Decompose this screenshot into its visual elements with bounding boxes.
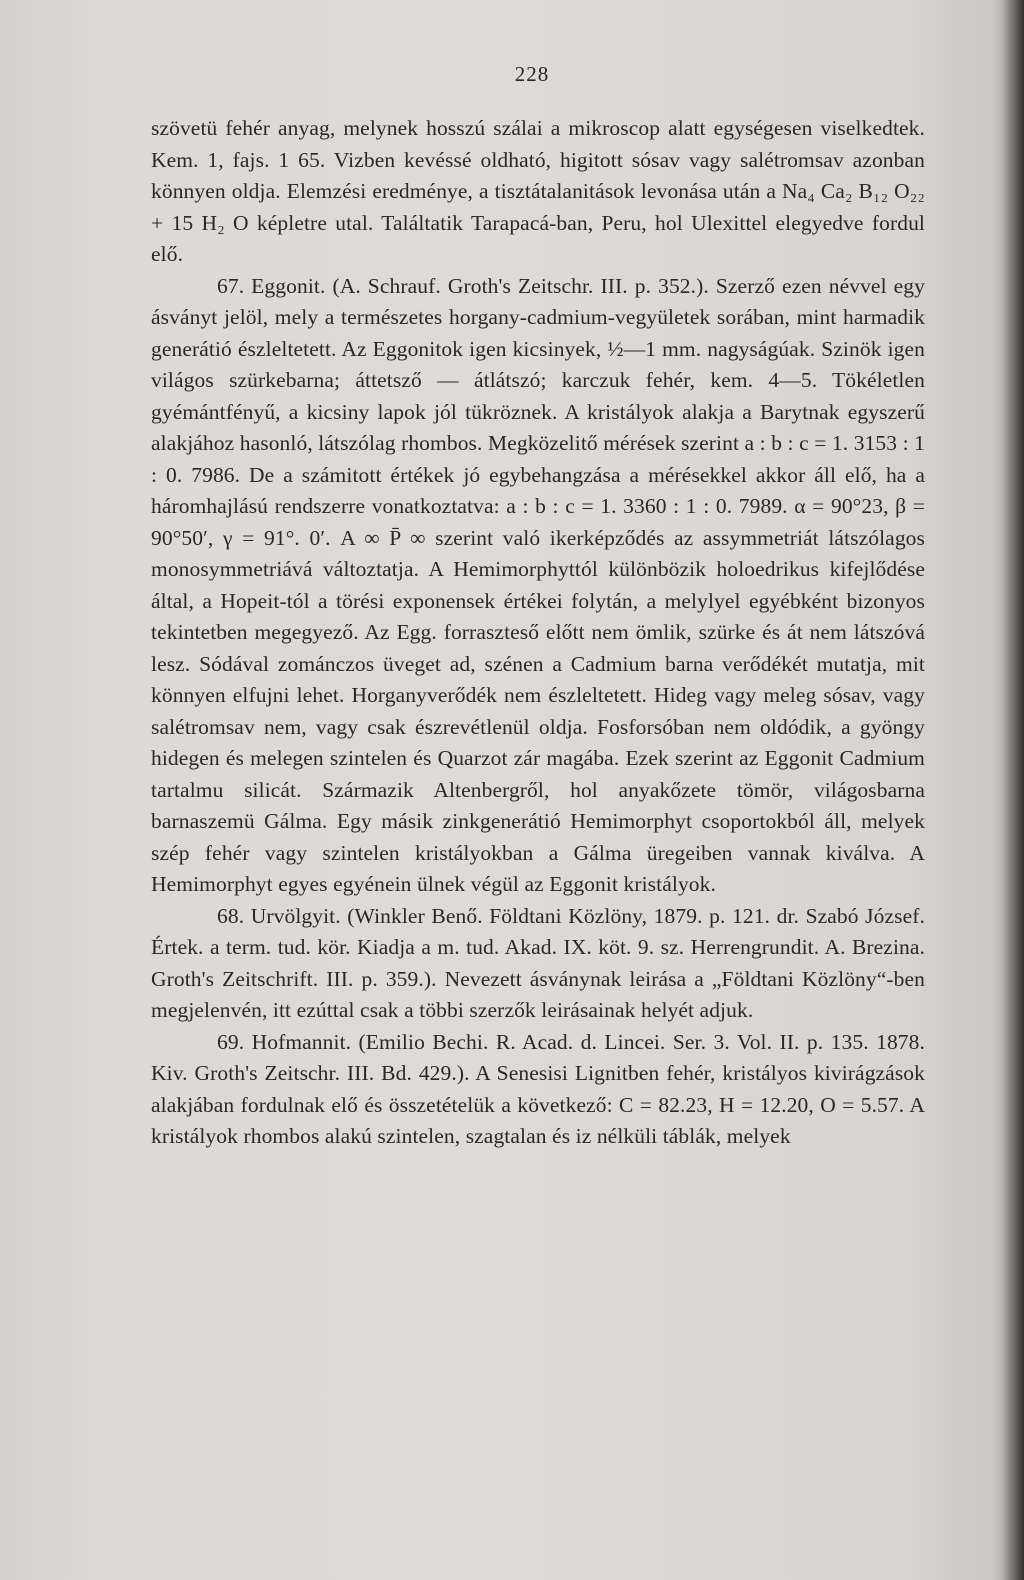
paragraph-continuation: szövetü fehér anyag, melynek hosszú szálai a mikroscop alatt egységesen viselkedtek. Kem. 1, fajs. 1 65. Vizben kevéssé oldható, higitott sósav vagy salétromsav azonban könnyen oldja. Elemzési eredménye, a tisztátalanitások levonása után a Na₄ Ca₂ B₁₂ O₂₂ + 15 H₂ O képletre utal. Találtatik Tarapacá-ban, Peru, hol Ulexittel elegyedve fordul elő. xyxy=(151,116,925,266)
page-number: 228 xyxy=(514,62,550,86)
paragraph-eggonit: 67. Eggonit. (A. Schrauf. Groth's Zeitschr. III. p. 352.). Szerző ezen névvel egy ásványt jelöl, mely a természetes horgany-cadmium-vegyületek sorában, mint harmadik generátió észleltetett. Az Eggonitok igen kicsinyek, ½—1 mm. nagyságúak. Szinök igen világos szürkebarna; áttetsző — átlátszó; karczuk fehér, kem. 4—5. Tökéletlen gyémántfényű, a kicsiny lapok jól tükröznek. A kristályok alakja a Barytnak egyszerű alakjához hasonló, látszólag rhombos. Megközelitő mérések szerint a : b : c = 1. 3153 : 1 : 0. 7986. De a számitott értékek jó egybehangzása a mérésekkel akkor áll elő, ha a háromhajlású rendszerre vonatkoztatva: a : b : c = 1. 3360 : 1 : 0. 7989. α = 90°23, β = 90°50′, γ = 91°. 0′. A ∞ P̄ ∞ szerint való ikerképződés az assymmetriát látszólagos monosymmetriává változtatja. A Hemimorphyttól különbözik holoedrikus kifejlődése által, a Hopeit-tól a törési exponensek értékei folytán, a melylyel egyébként bizonyos tekintetben megegyező. Az Egg. forraszteső előtt nem ömlik, szürke és át nem látszóvá lesz. Sódával zománczos üveget ad, szénen a Cadmium barna verődékét mutatja, mit könnyen elfujni lehet. Horganyverődék nem észleltetett. Hideg vagy meleg sósav, vagy salétromsav nem, vagy csak észrevétlenül oldja. Fosforsóban nem oldódik, a gyöngy hidegen és melegen szintelen és Quarzot zár magába. Ezek szerint az Eggonit Cadmium tartalmu silicát. Származik Altenbergről, hol anyakőzete tömör, világosbarna barnaszemü Gálma. Egy másik zinkgenerátió Hemimorphyt csoportokból áll, melyek szép fehér vagy szintelen kristályokban a Gálma üregeiben vannak kiválva. A Hemimorphyt egyes egyénein ülnek végül az Eggonit kristályok. xyxy=(151,273,925,896)
page-edge-shadow xyxy=(1002,0,1024,1580)
body-text xyxy=(151,113,925,1153)
paragraph-urvolgyit: 68. Urvölgyit. (Winkler Benő. Földtani Közlöny, 1879. p. 121. dr. Szabó József. Értek. a term. tud. kör. Kiadja a m. tud. Akad. IX. köt. 9. sz. Herrengrundit. A. Brezina. Groth's Zeitschrift. III. p. 359.). Nevezett ásványnak leirása a „Földtani Közlöny“-ben megjelenvén, itt ezúttal csak a többi szerzők leirásainak helyét adjuk. xyxy=(151,903,925,1022)
paragraph-hofmannit: 69. Hofmannit. (Emilio Bechi. R. Acad. d. Lincei. Ser. 3. Vol. II. p. 135. 1878. Kiv. Groth's Zeitschr. III. Bd. 429.). A Senesisi Lignitben fehér, kristályos kivirágzások alakjában fordulnak elő és összetételük a következő: C = 82.23, H = 12.20, O = 5.57. A kristályok rhombos alakú szintelen, szagtalan és iz nélküli táblák, melyek xyxy=(151,1029,925,1148)
